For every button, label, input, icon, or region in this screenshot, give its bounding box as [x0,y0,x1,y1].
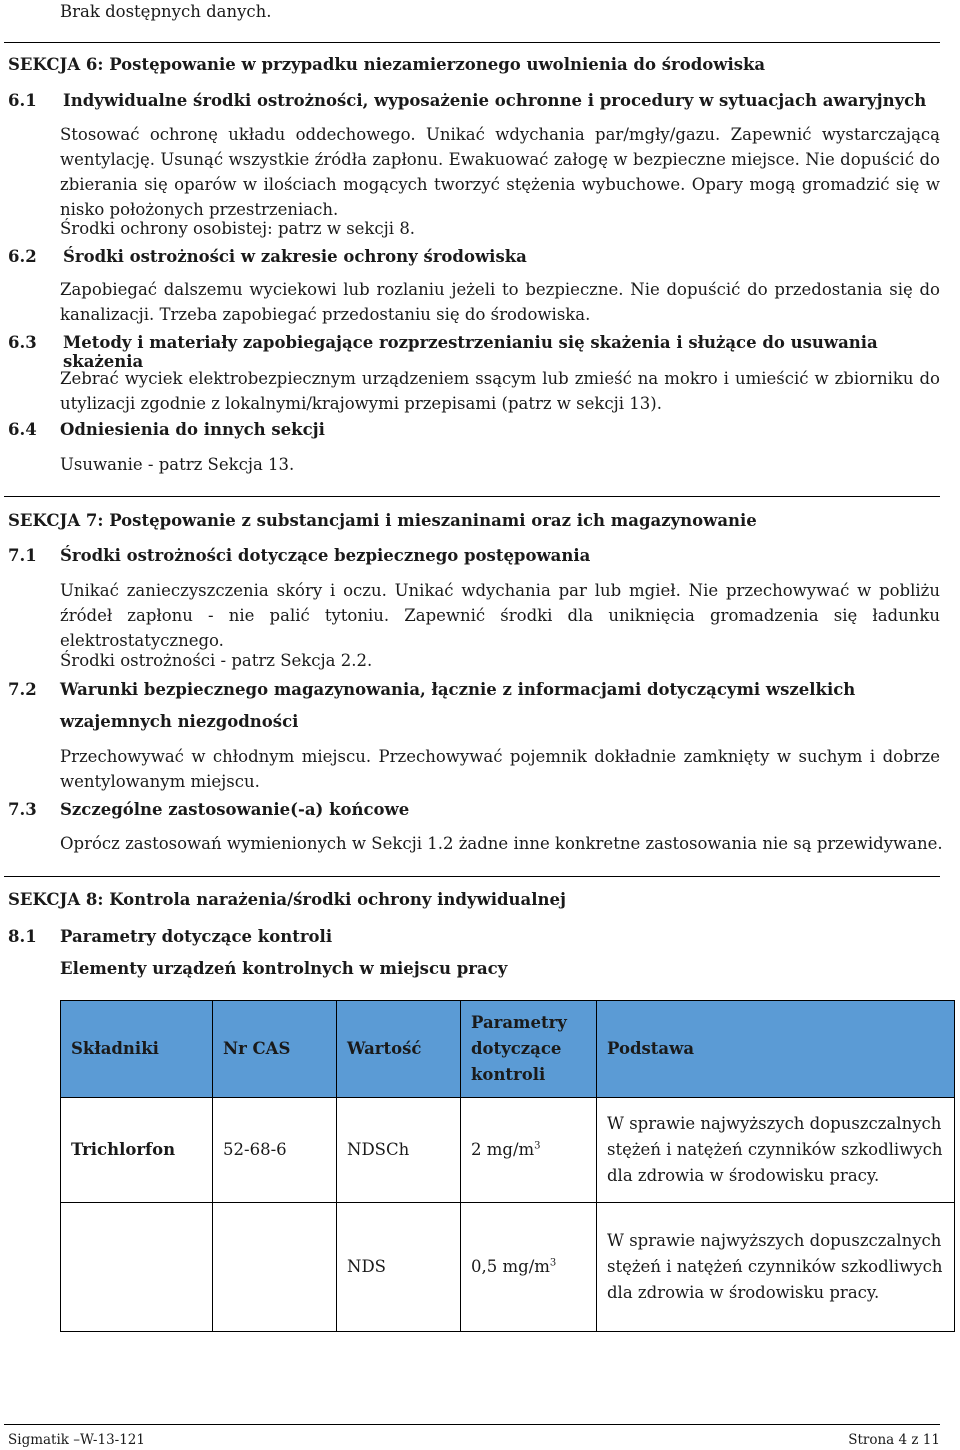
cas-cell: 52-68-6 [213,1098,337,1203]
sub-6-1-heading: Indywidualne środki ostrożności, wyposażenie ochronne i procedury w sytuacjach awaryjnych [63,91,927,110]
value-cell: NDS [337,1203,461,1332]
sub-7-3-paragraph: Oprócz zastosowań wymienionych w Sekcji 1.2 żadne inne konkretne zastosowania nie są przewidywane. [60,834,943,853]
sub-6-1-number: 6.1 [8,91,37,110]
exposure-limits-table [60,1000,955,1332]
basis-cell: W sprawie najwyższych dopuszczalnych stężeń i natężeń czynników szkodliwych dla zdrowia w środowisku pracy. [597,1098,955,1203]
sub-6-3-paragraph: Zebrać wyciek elektrobezpiecznym urządzeniem ssącym lub zmieść na mokro i umieścić w zbiorniku do utylizacji zgodnie z lokalnymi/krajowymi przepisami (patrz w sekcji 13). [60,369,940,413]
sub-6-3-number: 6.3 [8,333,37,352]
component-cell: Trichlorfon [61,1098,213,1203]
section-divider [4,496,940,497]
sub-7-1-heading: Środki ostrożności dotyczące bezpiecznego postępowania [60,546,591,565]
sub-7-3-heading: Szczególne zastosowanie(-a) końcowe [60,800,410,819]
sub-6-4-paragraph: Usuwanie - patrz Sekcja 13. [60,455,295,474]
sub-6-4-number: 6.4 [8,420,37,439]
table-row [61,1098,955,1203]
sub-6-2-number: 6.2 [8,247,37,266]
sub-7-2-number: 7.2 [8,680,37,699]
param-cell [461,1098,597,1203]
value-cell: NDSCh [337,1098,461,1203]
sub-8-1-subheading: Elementy urządzeń kontrolnych w miejscu pracy [60,959,508,978]
table-row [61,1203,955,1332]
param-value: 2 mg/m [471,1140,535,1159]
sub-7-1-note: Środki ostrożności - patrz Sekcja 2.2. [60,651,373,670]
section-7-title: SEKCJA 7: Postępowanie z substancjami i mieszaninami oraz ich magazynowanie [8,511,757,530]
param-cell [461,1203,597,1332]
footer-document-id: Sigmatik –W-13-121 [8,1432,145,1448]
footer-page-number: Strona 4 z 11 [848,1432,940,1448]
param-value: 0,5 mg/m [471,1257,550,1276]
sub-7-1-number: 7.1 [8,546,37,565]
sub-6-2-paragraph: Zapobiegać dalszemu wyciekowi lub rozlaniu jeżeli to bezpieczne. Nie dopuścić do przedostania się do kanalizacji. Trzeba zapobiegać przedostaniu się do środowiska. [60,280,940,324]
section-divider [4,42,940,43]
sub-7-2-heading-cont: wzajemnych niezgodności [60,712,299,731]
intro-text: Brak dostępnych danych. [60,2,272,21]
section-8-title: SEKCJA 8: Kontrola narażenia/środki ochrony indywidualnej [8,890,566,909]
sub-7-2-paragraph: Przechowywać w chłodnym miejscu. Przechowywać pojemnik dokładnie zamknięty w suchym i dobrze wentylowanym miejscu. [60,747,940,791]
sub-6-1-ppe-note: Środki ochrony osobistej: patrz w sekcji 8. [60,219,416,238]
param-exponent: 3 [534,1140,541,1152]
footer-divider [4,1424,940,1425]
header-cell: Podstawa [597,1001,955,1098]
sub-7-3-number: 7.3 [8,800,37,819]
param-exponent: 3 [549,1257,557,1269]
section-6-title: SEKCJA 6: Postępowanie w przypadku niezamierzonego uwolnienia do środowiska [8,55,766,74]
header-cell: Składniki [61,1001,213,1098]
cas-cell [213,1203,337,1332]
sub-6-4-heading: Odniesienia do innych sekcji [60,420,325,439]
component-cell [61,1203,213,1332]
header-cell: Parametry dotyczące kontroli [461,1001,597,1098]
sub-6-3-heading: Metody i materiały zapobiegające rozprzestrzenianiu się skażenia i służące do usuwania skażenia [63,333,878,371]
sub-6-2-heading: Środki ostrożności w zakresie ochrony środowiska [63,247,527,266]
sub-8-1-heading: Parametry dotyczące kontroli [60,927,333,946]
table-header-row [61,1001,955,1098]
sub-7-1-paragraph: Unikać zanieczyszczenia skóry i oczu. Unikać wdychania par lub mgieł. Nie przechowywać w pobliżu źródeł zapłonu - nie palić tytoniu. Zapewnić środki dla uniknięcia gromadzenia się ładunku elektrostatycznego. [60,581,940,650]
sub-6-1-paragraph: Stosować ochronę układu oddechowego. Unikać wdychania par/mgły/gazu. Zapewnić wystarczającą wentylację. Usunąć wszystkie źródła zapłonu. Ewakuować załogę w bezpieczne miejsce. Nie dopuścić do zbierania się oparów w ilościach mogących tworzyć stężenia wybuchowe. Opary mogą gromadzić się w nisko położonych przestrzeniach. [60,125,940,219]
section-divider [4,876,940,877]
basis-cell: W sprawie najwyższych dopuszczalnych stężeń i natężeń czynników szkodliwych dla zdrowia w środowisku pracy. [597,1203,955,1332]
header-cell: Wartość [337,1001,461,1098]
sub-8-1-number: 8.1 [8,927,37,946]
sub-7-2-heading: Warunki bezpiecznego magazynowania, łącznie z informacjami dotyczącymi wszelkich [60,680,856,699]
header-cell: Nr CAS [213,1001,337,1098]
